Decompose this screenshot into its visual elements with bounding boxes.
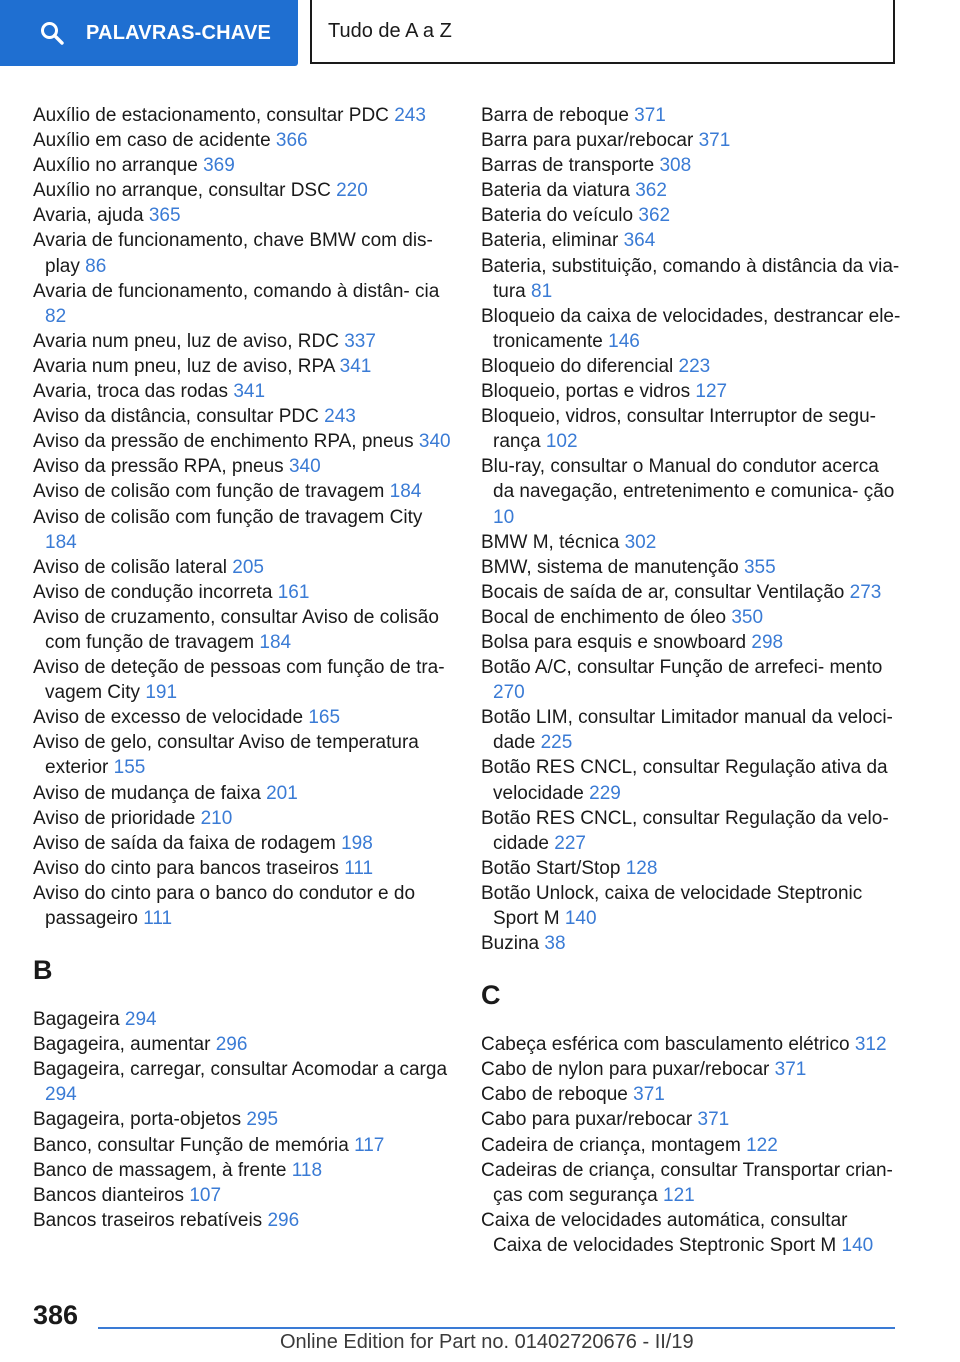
- index-page-link[interactable]: 350: [731, 606, 764, 628]
- index-page-link[interactable]: 184: [259, 631, 292, 653]
- index-page-link[interactable]: 296: [267, 1209, 300, 1231]
- index-page-link[interactable]: 294: [124, 1009, 157, 1031]
- index-entry: [33, 1133, 453, 1158]
- index-entry: [481, 1158, 901, 1208]
- index-entry: [33, 555, 453, 580]
- index-entry: [481, 1133, 901, 1158]
- index-page-link[interactable]: 82: [45, 305, 67, 327]
- index-entry: [481, 705, 901, 755]
- index-page-link[interactable]: 341: [339, 355, 372, 377]
- index-entry: [33, 103, 453, 128]
- index-page-link[interactable]: 128: [625, 857, 658, 879]
- index-entry-text: Auxílio de estacionamento, consultar PDC: [33, 105, 389, 126]
- index-page-link[interactable]: 118: [291, 1159, 323, 1181]
- index-page-link[interactable]: 198: [341, 832, 373, 854]
- index-entry: [33, 279, 453, 329]
- search-icon: [40, 21, 64, 45]
- index-entry: [33, 379, 453, 404]
- index-entry-text: Aviso de condução incorreta: [33, 581, 273, 603]
- index-entry-text: Aviso de saída da faixa de rodagem: [33, 832, 336, 854]
- index-entry-text: Botão Start/Stop: [481, 857, 621, 879]
- index-entry-text: Bloqueio, portas e vidros: [481, 381, 691, 403]
- index-entry-text: Buzina: [481, 933, 540, 955]
- index-entry-text: Aviso do cinto para bancos traseiros: [33, 857, 339, 879]
- index-entry: [33, 781, 453, 806]
- index-page-link[interactable]: 366: [275, 130, 308, 152]
- index-entry: [481, 806, 901, 856]
- index-page-link[interactable]: 243: [394, 105, 426, 126]
- index-page-link[interactable]: 10: [493, 506, 515, 528]
- index-entry-text: Botão Unlock, caixa de velocidade Steptronic Sport M: [481, 882, 863, 929]
- index-entry: [481, 128, 901, 153]
- index-entry: [481, 178, 901, 203]
- index-page-link[interactable]: 312: [854, 1034, 887, 1056]
- index-entry: [33, 580, 453, 605]
- index-entry-text: Aviso da pressão RPA, pneus: [33, 456, 284, 478]
- index-entry-text: Bancos traseiros rebatíveis: [33, 1209, 263, 1231]
- index-entry: [481, 555, 901, 580]
- index-entry-text: Auxílio no arranque, consultar DSC: [33, 180, 331, 202]
- index-entry-text: Bagageira: [33, 1009, 120, 1031]
- index-entry-text: Aviso da distância, consultar PDC: [33, 406, 319, 428]
- index-entry: [481, 103, 901, 128]
- index-page-link[interactable]: 273: [849, 581, 882, 603]
- index-page-link[interactable]: 161: [277, 581, 310, 603]
- index-page-link[interactable]: 220: [336, 180, 368, 202]
- index-entry-text: Auxílio em caso de acidente: [33, 130, 271, 152]
- index-entry-text: Aviso da pressão de enchimento RPA, pneus: [33, 431, 414, 453]
- index-page-link[interactable]: 184: [389, 481, 422, 503]
- index-page-link[interactable]: 364: [623, 230, 656, 252]
- index-page-link[interactable]: 127: [695, 381, 728, 403]
- index-entry: [33, 329, 453, 354]
- keywords-button[interactable]: [0, 0, 298, 66]
- index-page-link[interactable]: 302: [624, 531, 657, 553]
- index-entry-text: Botão A/C, consultar Função de arrefeci‐ mento: [481, 657, 883, 679]
- index-page-link[interactable]: 294: [45, 1084, 77, 1106]
- index-entry-text: Bloqueio da caixa de velocidades, destrancar ele‐ tronicamente: [481, 305, 901, 352]
- index-entry: [33, 128, 453, 153]
- index-page-link[interactable]: 227: [554, 832, 586, 854]
- index-entry: [481, 580, 901, 605]
- index-entry-text: Avaria de funcionamento, chave BMW com dis‐ play: [33, 230, 433, 277]
- page-number: 386: [33, 1300, 79, 1330]
- index-entry-text: Cabo de reboque: [481, 1084, 628, 1106]
- index-entry-text: Barra para puxar/rebocar: [481, 130, 694, 152]
- index-entry: [33, 1032, 453, 1057]
- index-entry-text: Aviso de excesso de velocidade: [33, 707, 304, 729]
- footer-divider: [98, 1327, 895, 1329]
- index-entry: [33, 203, 453, 228]
- index-entry: [33, 806, 453, 831]
- index-entry: [33, 479, 453, 504]
- index-page-link[interactable]: 362: [635, 180, 667, 202]
- index-page-link[interactable]: 355: [743, 556, 776, 578]
- index-entry: [481, 1032, 901, 1057]
- index-entry-text: BMW, sistema de manutenção: [481, 556, 739, 578]
- keywords-label: PALAVRAS-CHAVE: [86, 21, 272, 44]
- index-entry-text: Auxílio no arranque: [33, 155, 198, 177]
- index-entry-text: Avaria, ajuda: [33, 205, 144, 227]
- index-entry: [33, 429, 453, 454]
- index-entry: [481, 755, 901, 805]
- index-entry: [33, 1057, 453, 1107]
- index-entry-text: Aviso de cruzamento, consultar Aviso de colisão com função de travagem: [33, 606, 439, 653]
- index-entry: [33, 1007, 453, 1032]
- index-page-link[interactable]: 369: [203, 155, 235, 177]
- index-entry: [33, 605, 453, 655]
- index-entry: [481, 254, 901, 304]
- index-page-link[interactable]: 184: [45, 531, 77, 553]
- index-letter-heading: B: [33, 955, 53, 986]
- index-entry-text: Bateria, substituição, comando à distância da via‐ tura: [481, 255, 900, 302]
- index-page-link[interactable]: 191: [145, 682, 178, 704]
- index-entry: [481, 931, 901, 956]
- index-page-link[interactable]: 341: [233, 381, 266, 403]
- index-page-link[interactable]: 371: [634, 105, 666, 126]
- index-entry-text: Aviso de prioridade: [33, 807, 196, 829]
- index-entry: [481, 379, 901, 404]
- index-entry-text: BMW M, técnica: [481, 531, 620, 553]
- index-page-link[interactable]: 140: [564, 908, 597, 929]
- index-entry-text: Cabo para puxar/rebocar: [481, 1109, 693, 1131]
- index-page-link[interactable]: 201: [266, 782, 298, 804]
- index-entry: [33, 881, 453, 931]
- index-page-link[interactable]: 362: [638, 205, 671, 227]
- index-entry: [481, 605, 901, 630]
- index-page-link[interactable]: 371: [697, 1109, 730, 1131]
- index-entry: [481, 404, 901, 454]
- index-entry: [481, 856, 901, 881]
- index-entry-text: Aviso de deteção de pessoas com função de tra‐ vagem City: [33, 657, 445, 704]
- index-entry-text: Bagageira, porta-objetos: [33, 1109, 242, 1131]
- index-entry-text: Cabo de nylon para puxar/rebocar: [481, 1059, 770, 1081]
- index-column-right: [481, 103, 901, 1258]
- index-entry: [33, 1183, 453, 1208]
- index-entry-text: Blu-ray, consultar o Manual do condutor acerca da navegação, entretenimento e comunica‐ ção: [481, 456, 895, 503]
- index-entry-text: Cabeça esférica com basculamento elétrico: [481, 1034, 850, 1056]
- index-entry-text: Bateria do veículo: [481, 205, 634, 227]
- index-entry: [33, 354, 453, 379]
- index-entry-text: Barras de transporte: [481, 155, 655, 177]
- index-page-link[interactable]: 111: [143, 908, 173, 929]
- index-page-link[interactable]: 340: [288, 456, 321, 478]
- index-page-link[interactable]: 371: [698, 130, 731, 152]
- index-entry-text: Bolsa para esquis e snowboard: [481, 631, 747, 653]
- index-entry: [33, 655, 453, 705]
- index-page-link[interactable]: 81: [531, 280, 553, 302]
- index-page-link[interactable]: 155: [113, 757, 146, 779]
- index-entry-text: Cadeira de criança, montagem: [481, 1134, 741, 1156]
- index-entry-text: Avaria, troca das rodas: [33, 381, 229, 403]
- index-entry: [33, 1158, 453, 1183]
- index-entry: [481, 881, 901, 931]
- index-entry: [33, 831, 453, 856]
- index-entry: [33, 856, 453, 881]
- index-entry-text: Aviso de colisão com função de travagem: [33, 481, 385, 503]
- index-page-link[interactable]: 140: [841, 1234, 874, 1256]
- index-page-link[interactable]: 229: [589, 782, 621, 804]
- index-entry-text: Banco, consultar Função de memória: [33, 1134, 349, 1156]
- top-bar: [0, 0, 960, 66]
- index-page-link[interactable]: 308: [659, 155, 692, 177]
- index-entry-text: Aviso de colisão lateral: [33, 556, 227, 578]
- index-entry-text: Caixa de velocidades automática, consultar Caixa de velocidades Steptronic Sport M: [481, 1209, 848, 1256]
- index-page-link[interactable]: 365: [148, 205, 181, 227]
- index-page-link[interactable]: 121: [663, 1184, 695, 1206]
- index-entry: [33, 228, 453, 278]
- index-page-link[interactable]: 38: [544, 933, 566, 955]
- index-entry: [33, 153, 453, 178]
- index-entry-text: Botão LIM, consultar Limitador manual da veloci‐ dade: [481, 707, 893, 754]
- index-page-link[interactable]: 205: [232, 556, 264, 578]
- index-page-link[interactable]: 86: [85, 255, 107, 277]
- index-entry: [33, 454, 453, 479]
- index-page-link[interactable]: 107: [189, 1184, 222, 1206]
- index-entry-text: Bagageira, aumentar: [33, 1034, 211, 1056]
- index-entry-text: Avaria de funcionamento, comando à distân‐ cia: [33, 280, 440, 302]
- index-column-left: [33, 103, 453, 1233]
- index-page-link[interactable]: 337: [344, 330, 376, 352]
- index-entry: [481, 655, 901, 705]
- index-entry-text: Cadeiras de criança, consultar Transportar crian‐ ças com segurança: [481, 1159, 893, 1206]
- index-entry-text: Bloqueio, vidros, consultar Interruptor de segu‐ rança: [481, 406, 876, 453]
- index-entry: [481, 1057, 901, 1082]
- index-page-link[interactable]: 122: [746, 1134, 778, 1156]
- index-entry-text: Barra de reboque: [481, 105, 629, 126]
- index-entry-text: Bagageira, carregar, consultar Acomodar a carga: [33, 1059, 448, 1081]
- index-letter-heading: C: [481, 980, 501, 1011]
- index-entry: [481, 203, 901, 228]
- index-page-link[interactable]: 146: [608, 330, 640, 352]
- index-page-link[interactable]: 111: [344, 857, 374, 879]
- index-page-link[interactable]: 371: [633, 1084, 665, 1106]
- section-label: Tudo de A a Z: [328, 19, 452, 42]
- index-entry-text: Bateria, eliminar: [481, 230, 619, 252]
- index-page-link[interactable]: 223: [678, 355, 711, 377]
- index-entry: [33, 705, 453, 730]
- index-entry-text: Aviso de mudança de faixa: [33, 782, 261, 804]
- index-entry-text: Banco de massagem, à frente: [33, 1159, 287, 1181]
- index-entry: [481, 1107, 901, 1132]
- index-entry: [481, 454, 901, 529]
- index-entry-text: Botão RES CNCL, consultar Regulação da velo‐ cidade: [481, 807, 889, 854]
- footer-edition: Online Edition for Part no. 01402720676 - II/19: [280, 1331, 694, 1353]
- index-entry-text: Avaria num pneu, luz de aviso, RDC: [33, 330, 339, 352]
- index-page-link[interactable]: 165: [308, 707, 341, 729]
- index-entry-text: Aviso de gelo, consultar Aviso de temperatura exterior: [33, 732, 419, 779]
- index-entry: [481, 153, 901, 178]
- index-entry: [481, 354, 901, 379]
- index-entry-text: Bloqueio do diferencial: [481, 355, 674, 377]
- index-entry: [33, 505, 453, 555]
- index-entry: [481, 530, 901, 555]
- index-page-link[interactable]: 298: [751, 631, 784, 653]
- index-entry-text: Bancos dianteiros: [33, 1184, 185, 1206]
- section-breadcrumb[interactable]: [310, 0, 895, 64]
- index-entry: [33, 1107, 453, 1132]
- index-entry: [33, 404, 453, 429]
- index-entry: [33, 1208, 453, 1233]
- index-entry-text: Botão RES CNCL, consultar Regulação ativa da velocidade: [481, 757, 888, 804]
- index-page-link[interactable]: 102: [545, 431, 578, 453]
- index-page-link[interactable]: 270: [493, 682, 525, 704]
- index-entry-text: Bateria da viatura: [481, 180, 630, 202]
- index-page-link[interactable]: 117: [354, 1134, 385, 1156]
- index-entry: [33, 178, 453, 203]
- index-page-link[interactable]: 296: [215, 1034, 248, 1056]
- index-page-link[interactable]: 295: [246, 1109, 279, 1131]
- index-page-link[interactable]: 371: [774, 1059, 807, 1081]
- index-entry-text: Bocal de enchimento de óleo: [481, 606, 727, 628]
- index-entry: [481, 630, 901, 655]
- index-entry: [481, 1208, 901, 1258]
- index-page-link[interactable]: 340: [418, 431, 451, 453]
- index-entry-text: Aviso do cinto para o banco do condutor e do passageiro: [33, 882, 416, 929]
- index-entry: [481, 228, 901, 253]
- index-entry-text: Bocais de saída de ar, consultar Ventilação: [481, 581, 845, 603]
- index-page-link[interactable]: 243: [324, 406, 356, 428]
- index-entry: [481, 1082, 901, 1107]
- index-entry-text: Avaria num pneu, luz de aviso, RPA: [33, 355, 335, 377]
- index-entry-text: Aviso de colisão com função de travagem City: [33, 506, 423, 528]
- index-page-link[interactable]: 225: [540, 732, 573, 754]
- index-entry: [33, 730, 453, 780]
- index-entry: [481, 304, 901, 354]
- index-page-link[interactable]: 210: [200, 807, 233, 829]
